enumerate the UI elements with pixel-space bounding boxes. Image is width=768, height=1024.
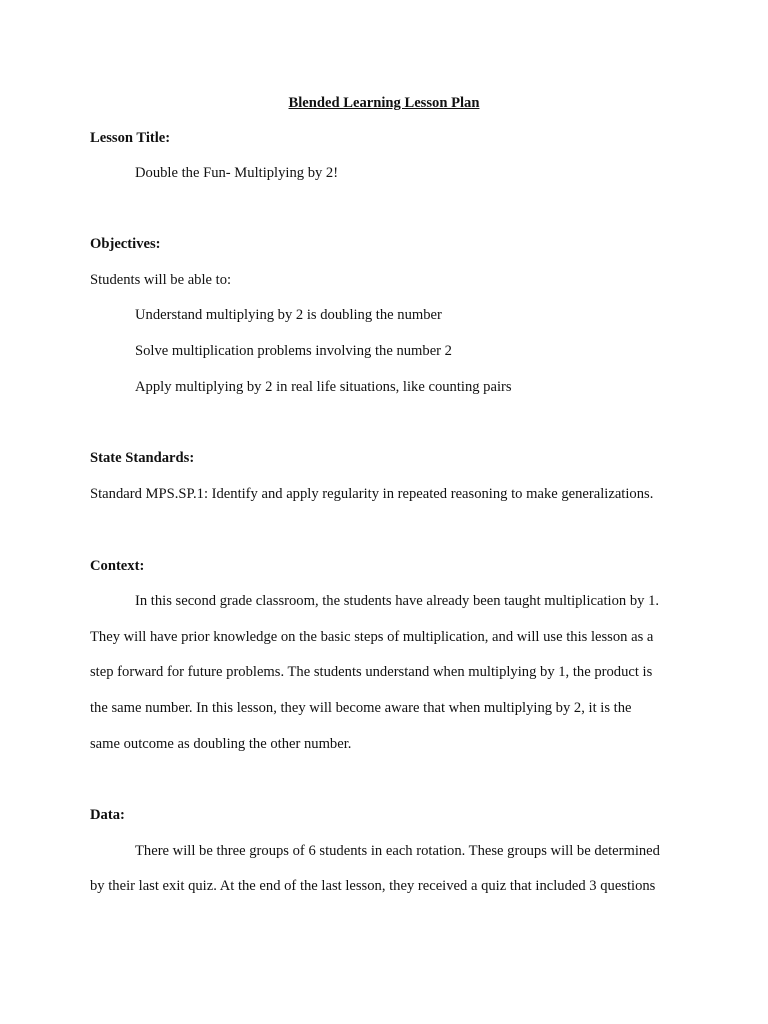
data-paragraph-line: by their last exit quiz. At the end of the last lesson, they received a quiz that included 3 questions — [90, 878, 656, 894]
context-heading: Context: — [90, 558, 145, 574]
context-paragraph-line: the same number. In this lesson, they will become aware that when multiplying by 2, it is the — [90, 700, 632, 716]
objective-item: Understand multiplying by 2 is doubling the number — [135, 307, 442, 323]
objectives-intro: Students will be able to: — [90, 272, 232, 288]
context-paragraph-line: In this second grade classroom, the students have already been taught multiplication by 1. — [135, 593, 660, 609]
objective-item: Apply multiplying by 2 in real life situations, like counting pairs — [135, 379, 512, 395]
data-heading: Data: — [90, 807, 125, 823]
data-paragraph-line: There will be three groups of 6 students in each rotation. These groups will be determined — [135, 843, 660, 859]
objectives-heading: Objectives: — [90, 236, 161, 252]
lesson-title-text: Double the Fun- Multiplying by 2! — [135, 165, 339, 181]
objective-item: Solve multiplication problems involving the number 2 — [135, 343, 452, 359]
context-paragraph-line: same outcome as doubling the other number. — [90, 736, 352, 752]
lesson-title-heading: Lesson Title: — [90, 130, 171, 146]
context-paragraph-line: They will have prior knowledge on the basic steps of multiplication, and will use this lesson as a — [90, 629, 654, 645]
standards-heading: State Standards: — [90, 450, 195, 466]
context-paragraph-line: step forward for future problems. The students understand when multiplying by 1, the product is — [90, 664, 653, 680]
standards-text: Standard MPS.SP.1: Identify and apply regularity in repeated reasoning to make generalizations. — [90, 486, 654, 502]
document-title: Blended Learning Lesson Plan — [288, 95, 480, 111]
